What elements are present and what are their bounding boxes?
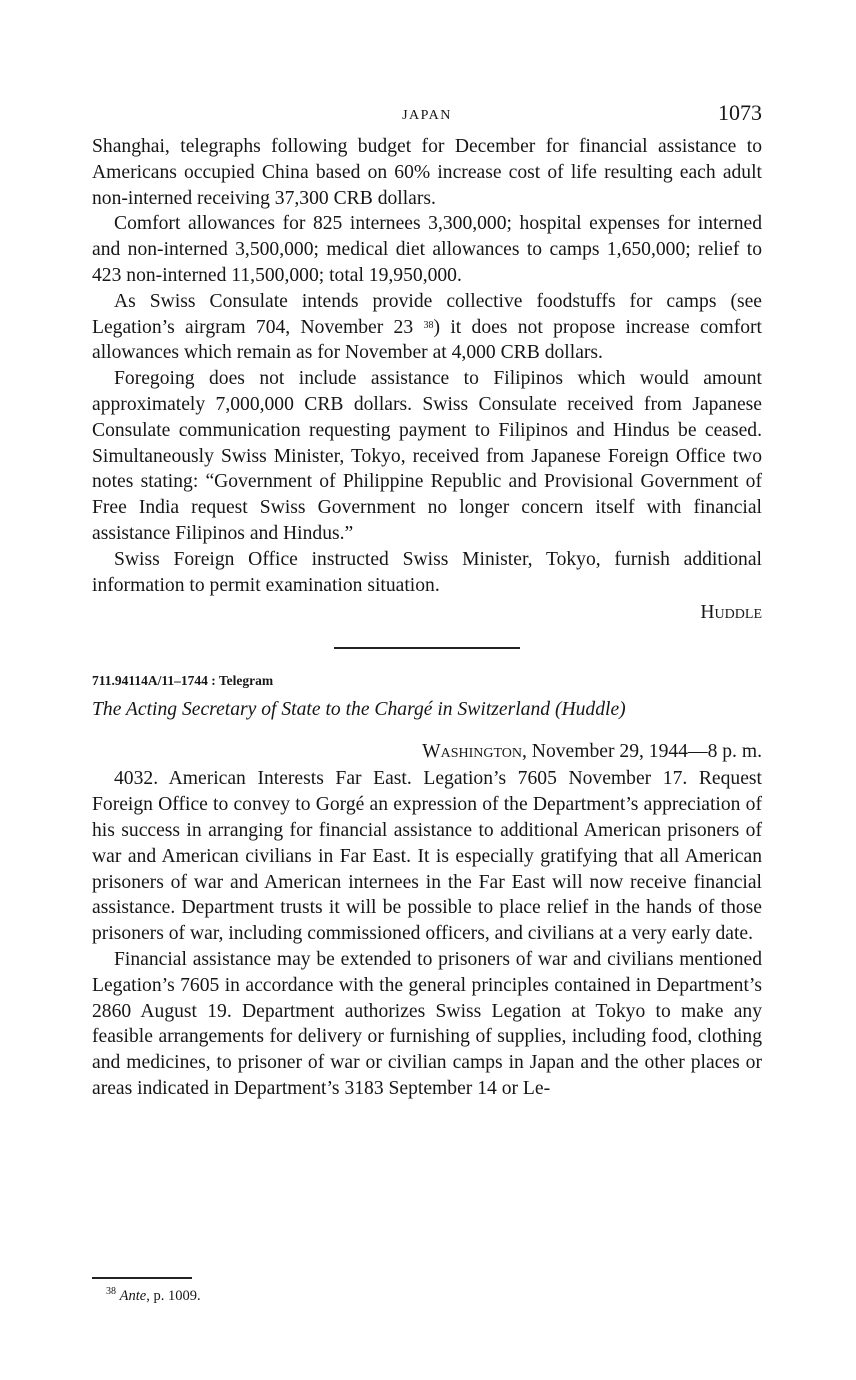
dateline-place: Washington <box>422 741 522 763</box>
page-header <box>92 100 762 134</box>
footnote-number: 38 <box>106 1286 116 1297</box>
running-head: JAPAN <box>402 108 452 123</box>
paragraph-telegram-4032: 4032. American Interests Far East. Legation’s 7605 November 17. Request Foreign Office to convey to Gorgé an expression of the Department’s appreciation of his success in arranging for financial assistance to additional American prisoners of war and American civilians in Far East. It is especially gratifying that all American prisoners of war and American internees in the Far East will now receive financial assistance. Department trusts it will be possible to place relief in the hands of those prisoners of war, including commissioned officers, and civilians at a very early date. <box>92 768 762 945</box>
footnote-text: , p. 1009. <box>146 1288 201 1304</box>
paragraph-collective-foodstuffs <box>92 289 762 366</box>
file-reference: 711.94114A/11–1744 : Telegram <box>92 673 274 689</box>
page-content <box>92 100 762 1102</box>
footnote-divider <box>92 1277 192 1279</box>
footnote-ante: Ante <box>119 1288 147 1304</box>
footnote <box>106 1288 201 1305</box>
paragraph-filipinos: Foregoing does not include assistance to Filipinos which would amount approximately 7,000,000 CRB dollars. Swiss Consulate received from Japanese Consulate communication requesting payment to Filipinos and Hindus be ceased. Simultaneously Swiss Minister, Tokyo, received from Japanese Foreign Office two notes stating: “Government of Philippine Republic and Provisional Government of Free India request Swiss Government no longer concern itself with financial assistance Filipinos and Hindus.” <box>92 368 762 544</box>
paragraph-financial-assistance: Financial assistance may be extended to prisoners of war and civilians mentioned Legation’s 7605 in accordance with the general principles contained in Department’s 2860 August 19. Department authorizes Swiss Legation at Tokyo to make any feasible arrangements for delivery or furnishing of supplies, including food, clothing and medicines, to prisoner of war or civilian camps in Japan and the other places or areas indicated in Department’s 3183 September 14 or Le- <box>92 948 762 1099</box>
signature: Huddle <box>700 602 762 624</box>
paragraph-additional-information: Swiss Foreign Office instructed Swiss Minister, Tokyo, furnish additional information to permit examination situation. <box>92 548 762 596</box>
page-number: 1073 <box>718 100 762 125</box>
footnote-reference[interactable]: 38 <box>423 319 434 331</box>
paragraph-comfort-allowances: Comfort allowances for 825 internees 3,300,000; hospital expenses for interned and non-interned 3,500,000; medical diet allowances to camps 1,650,000; relief to 423 non-interned 11,500,000; total 19,950,000. <box>92 213 762 286</box>
paragraph-budget: Shanghai, telegraphs following budget for December for financial assistance to Americans occupied China based on 60% increase cost of life resulting each adult non-interned receiving 37,300 CRB dollars. <box>92 136 762 209</box>
section-divider <box>334 647 520 649</box>
paragraph-text: As Swiss Consulate intends provide collective foodstuffs for camps (see Legation’s airgram 704, November 23 <box>92 290 762 338</box>
dateline-date: , November 29, 1944—8 p. m. <box>522 741 762 763</box>
document-title: The Acting Secretary of State to the Chargé in Switzerland (Huddle) <box>92 699 626 721</box>
dateline <box>92 738 762 766</box>
paragraph-text: ) it does not propose increase comfort allowances which remain as for November at 4,000 CRB dollars. <box>92 316 762 364</box>
